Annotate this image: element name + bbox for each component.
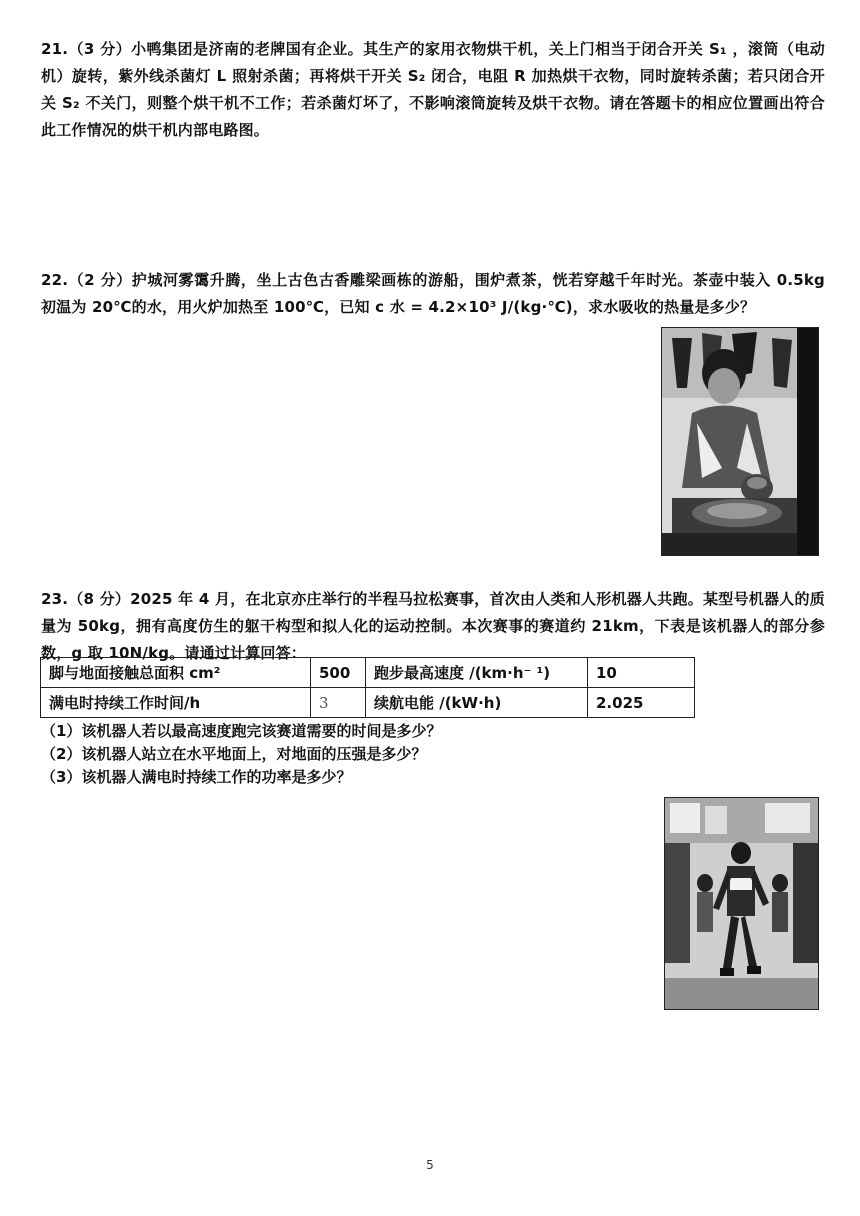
table-cell: 10 bbox=[588, 658, 695, 688]
robot-marathon-photo bbox=[664, 797, 819, 1010]
table-cell: 续航电能 /(kW·h) bbox=[366, 688, 588, 718]
table-row bbox=[41, 658, 695, 688]
table-cell: 2.025 bbox=[588, 688, 695, 718]
question-22 bbox=[41, 267, 825, 321]
tea-boat-illustration bbox=[662, 328, 818, 555]
question-22-text bbox=[41, 267, 825, 321]
question-23-text bbox=[41, 586, 825, 667]
question-23-body: （8 分）2025 年 4 月，在北京亦庄举行的半程马拉松赛事，首次由人类和人形机器人共跑。某型号机器人的质量为 50kg，拥有高度仿生的躯干构型和拟人化的运动控制。本次赛事的赛道约 21km，下表是该机器人的部分参数，g 取 10N/kg。请通过计算回答： bbox=[41, 590, 825, 662]
table-cell: 500 bbox=[311, 658, 366, 688]
question-23 bbox=[41, 586, 825, 667]
sub-question-2: （2）该机器人站立在水平地面上，对地面的压强是多少？ bbox=[41, 745, 427, 763]
robot-runner-illustration bbox=[665, 798, 818, 1009]
table-cell: 跑步最高速度 /(km·h⁻ ¹) bbox=[366, 658, 588, 688]
question-21-number: 21. bbox=[41, 40, 69, 58]
question-22-number: 22. bbox=[41, 271, 69, 289]
question-21-body: （3 分）小鸭集团是济南的老牌国有企业。其生产的家用衣物烘干机，关上门相当于闭合开关 S₁ ，滚筒（电动机）旋转，紫外线杀菌灯 L 照射杀菌；再将烘干开关 S₂ 闭合，电阻 R 加热烘干衣物，同时旋转杀菌；若只闭合开关 S₂ 不关门，则整个烘干机不工作；若杀菌灯坏了，不影响滚筒旋转及烘干衣物。请在答题卡的相应位置画出符合此工作情况的烘干机内部电路图。 bbox=[41, 40, 825, 139]
question-21-text bbox=[41, 36, 825, 144]
sub-question-1: （1）该机器人若以最高速度跑完该赛道需要的时间是多少？ bbox=[41, 722, 442, 740]
table-row bbox=[41, 688, 695, 718]
question-22-body: （2 分）护城河雾霭升腾，坐上古色古香雕梁画栋的游船，围炉煮茶，恍若穿越千年时光。茶壶中装入 0.5kg 初温为 20℃的水，用火炉加热至 100℃，已知 c 水 = 4.2×10³ J/(kg·℃)，求水吸收的热量是多少？ bbox=[41, 271, 825, 316]
table-cell: 脚与地面接触总面积 cm² bbox=[41, 658, 311, 688]
question-23-number: 23. bbox=[41, 590, 69, 608]
table-cell: 3 bbox=[311, 688, 366, 718]
sub-question-3: （3）该机器人满电时持续工作的功率是多少？ bbox=[41, 768, 352, 786]
table-cell: 满电时持续工作时间/h bbox=[41, 688, 311, 718]
robot-parameter-table bbox=[40, 657, 695, 718]
tea-boat-photo bbox=[661, 327, 819, 556]
question-21 bbox=[41, 36, 825, 144]
page-number: 5 bbox=[426, 1158, 434, 1172]
